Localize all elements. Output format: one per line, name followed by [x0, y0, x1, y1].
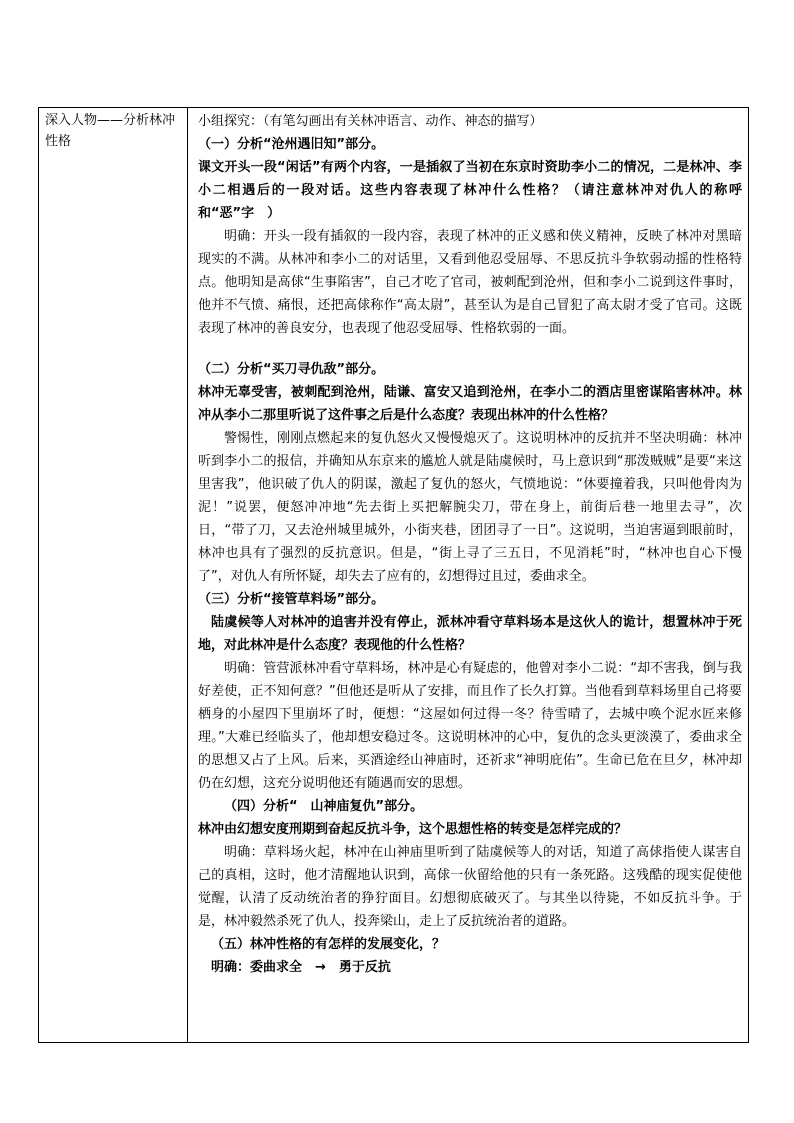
section-3-answer: 明确：管营派林冲看守草料场，林冲是心有疑虑的，他曾对李小二说：“却不害我，倒与我好差使，正不知何意？”但他还是听从了安排，而且作了长久打算。当他看到草料场里自己将要栖身的小屋四下里崩坏了时，便想：“这屋如何过得一冬？待雪晴了，去城中唤个泥水匠来修理。”大难已经临头了，他却想安稳过冬。这说明林冲的心中，复仇的念头更淡漠了，委曲求全的思想又占了上风。后来，买酒途经山神庙时，还祈求“神明庇佑”。生命已危在旦夕，林冲却仍在幻想，这充分说明他还有随遇而安的思想。 — [198, 661, 742, 791]
section-2-question: 林冲无辜受害，被刺配到沧州，陆谦、富安又追到沧州，在李小二的酒店里密谋陷害林冲。林冲从李小二那里听说了这件事之后是什么态度？表现出林冲的什么性格？ — [198, 385, 742, 423]
table-row — [39, 108, 749, 1043]
spacer — [198, 340, 742, 358]
left-cell — [39, 108, 188, 1043]
section-1-answer: 明确：开头一段有插叙的一段内容，表现了林冲的正义感和侠义精神，反映了林冲对黑暗现实的不满。从林冲和李小二的对话里，又看到他忍受屈辱、不思反抗斗争软弱动摇的性格特点。他明知是高俅“生事陷害”，自己才吃了官司，被刺配到沧州，但和李小二说到这件事时，他并不气愤、痛恨，还把高俅称作“高太尉”，甚至认为是自己冒犯了高太尉才受了官司。这既表现了林冲的善良安分，也表现了他忍受屈辱、性格软弱的一面。 — [198, 229, 742, 336]
right-cell — [188, 108, 749, 1043]
section-1-title: （一）分析“沧州遇旧知”部分。 — [198, 137, 385, 152]
section-4-question: 林冲由幻想安度刑期到奋起反抗斗争，这个思想性格的转变是怎样完成的？ — [198, 822, 628, 837]
section-4-title: （四）分析“ 山神庙复仇”部分。 — [224, 799, 424, 814]
section-3-title: （三）分析“接管草料场”部分。 — [198, 592, 385, 607]
section-5-title: （五）林冲性格的有怎样的发展变化，？ — [211, 937, 446, 952]
section-2-title: （二）分析“买刀寻仇敌”部分。 — [198, 362, 385, 377]
lesson-table — [38, 107, 749, 1043]
section-5-answer: 明确：委曲求全 → 勇于反抗 — [211, 960, 391, 975]
section-2-answer: 警惕性，刚刚点燃起来的复仇怒火又慢慢熄灭了。这说明林冲的反抗并不坚决明确：林冲听到李小二的报信，并确知从东京来的尴尬人就是陆虞候时，马上意识到“那泼贼贼”是要“来这里害我”，他识破了仇人的阴谋，激起了复仇的怒火，气愤地说：“休要撞着我，只叫他骨肉为泥！”说罢，便怒冲冲地“先去街上买把解腕尖刀，带在身上，前街后巷一地里去寻”，次日，“带了刀，又去沧州城里城外，小街夹巷，团团寻了一日”。这说明，当迫害逼到眼前时，林冲也具有了强烈的反抗意识。但是，“街上寻了三五日，不见消耗”时，“林冲也自心下慢了”，对仇人有所怀疑，却失去了应有的，幻想得过且过，委曲求全。 — [198, 431, 742, 584]
section-1-question: 课文开头一段“闲话”有两个内容，一是插叙了当初在东京时资助李小二的情况，二是林冲、李小二相遇后的一段对话。这些内容表现了林冲什么性格？（请注意林冲对仇人的称呼和“恶”字 ） — [198, 160, 742, 221]
section-label: 深入人物——分析林冲性格 — [45, 113, 176, 149]
section-4-answer: 明确：草料场火起，林冲在山神庙里听到了陆虞候等人的对话，知道了高俅指使人谋害自己的真相，这时，他才清醒地认识到，高俅一伙留给他的只有一条死路。这残酷的现实促使他觉醒，认清了反动统治者的狰狞面目。幻想彻底破灭了。与其坐以待毙，不如反抗斗争。于是，林冲毅然杀死了仇人，投奔梁山，走上了反抗统治者的道路。 — [198, 845, 742, 929]
intro-text: 小组探究：（有笔勾画出有关林冲语言、动作、神态的描写） — [198, 114, 543, 129]
section-3-question: 陆虞候等人对林冲的追害并没有停止，派林冲看守草料场本是这伙人的诡计，想置林冲于死地，对此林冲是什么态度？表现他的什么性格？ — [198, 615, 742, 653]
